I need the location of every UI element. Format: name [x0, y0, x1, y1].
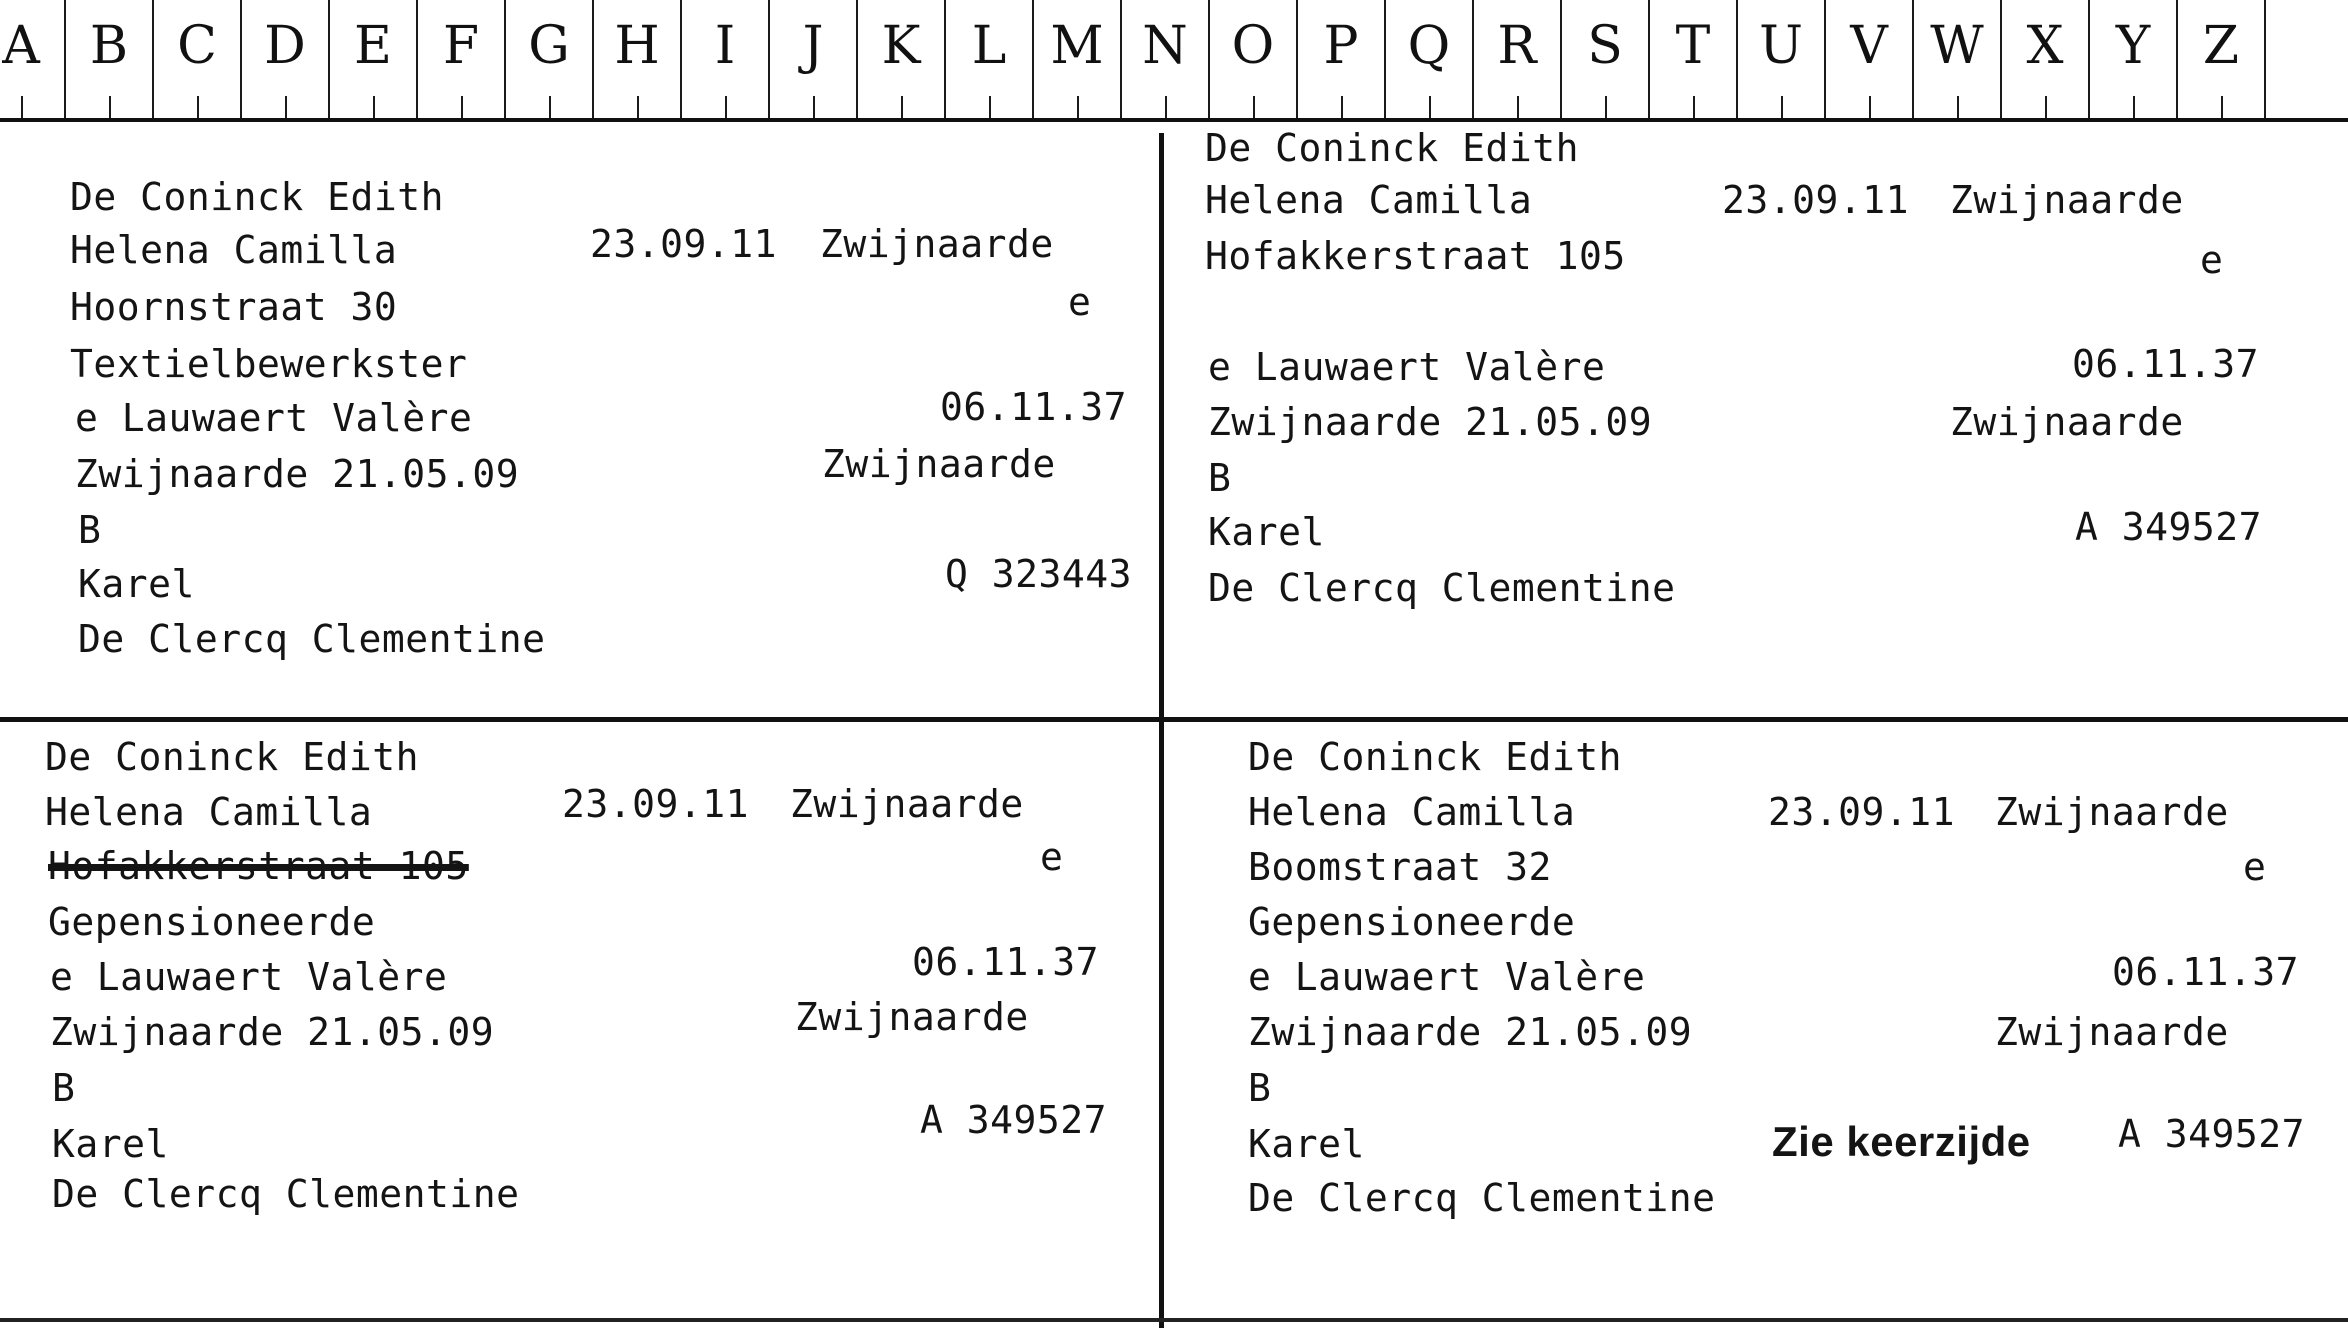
index-letter-u: U [1738, 0, 1826, 118]
card-address: Hoornstraat 30 [70, 285, 398, 329]
card-surname: De Coninck Edith [45, 735, 420, 779]
card-address-struck: Hofakkerstraat 105 [48, 844, 469, 888]
card-nationality: B [52, 1066, 76, 1110]
card-father: Karel [1208, 510, 1325, 554]
card-birth-date: 23.09.11 [1722, 178, 1910, 222]
card-marker: e [1040, 835, 1064, 879]
card-id-number: A 349527 [2075, 505, 2263, 549]
index-letter-f: F [418, 0, 506, 118]
card-spouse: e Lauwaert Valère [50, 955, 448, 999]
index-letter-e: E [330, 0, 418, 118]
card-surname: De Coninck Edith [1205, 126, 1580, 170]
card-spouse: e Lauwaert Valère [1208, 345, 1606, 389]
card-birth-date: 23.09.11 [590, 222, 778, 266]
card-occupation: Textielbewerkster [70, 342, 468, 386]
see-reverse-stamp: Zie keerzijde [1772, 1118, 2031, 1165]
card-id-number: A 349527 [2118, 1112, 2306, 1156]
card-mother: De Clercq Clementine [52, 1172, 520, 1216]
card-marriage-date: 06.11.37 [2072, 342, 2260, 386]
card-father: Karel [78, 562, 195, 606]
card-marriage-date: 06.11.37 [940, 385, 1128, 429]
card-birth-place: Zwijnaarde [820, 222, 1054, 266]
index-letter-d: D [242, 0, 330, 118]
card-given-names: Helena Camilla [1248, 790, 1576, 834]
card-mother: De Clercq Clementine [1248, 1176, 1716, 1220]
bottom-rule [0, 1318, 2348, 1322]
card-surname: De Coninck Edith [1248, 735, 1623, 779]
index-letter-p: P [1298, 0, 1386, 118]
card-surname: De Coninck Edith [70, 175, 445, 219]
index-letter-h: H [594, 0, 682, 118]
card-spouse-birth: Zwijnaarde 21.05.09 [75, 452, 520, 496]
index-letter-j: J [770, 0, 858, 118]
card-birth-date: 23.09.11 [1768, 790, 1956, 834]
card-spouse-birth: Zwijnaarde 21.05.09 [1208, 400, 1653, 444]
card-spouse-place: Zwijnaarde [1995, 1010, 2229, 1054]
index-letter-c: C [154, 0, 242, 118]
index-letter-m: M [1034, 0, 1122, 118]
index-letter-i: I [682, 0, 770, 118]
index-letter-w: W [1914, 0, 2002, 118]
index-letter-l: L [946, 0, 1034, 118]
card-given-names: Helena Camilla [1205, 178, 1533, 222]
card-spouse-birth: Zwijnaarde 21.05.09 [50, 1010, 495, 1054]
index-letter-n: N [1122, 0, 1210, 118]
card-address: Boomstraat 32 [1248, 845, 1552, 889]
card-spouse-place: Zwijnaarde [795, 995, 1029, 1039]
card-mother: De Clercq Clementine [1208, 566, 1676, 610]
card-spouse-place: Zwijnaarde [1950, 400, 2184, 444]
index-letter-a: A [0, 0, 66, 118]
index-letter-v: V [1826, 0, 1914, 118]
card-id-number: Q 323443 [945, 552, 1133, 596]
card-given-names: Helena Camilla [70, 228, 398, 272]
card-mother: De Clercq Clementine [78, 617, 546, 661]
index-letter-o: O [1210, 0, 1298, 118]
index-letter-s: S [1562, 0, 1650, 118]
card-father: Karel [1248, 1122, 1365, 1166]
card-spouse: e Lauwaert Valère [1248, 955, 1646, 999]
card-occupation: Gepensioneerde [48, 900, 376, 944]
card-birth-date: 23.09.11 [562, 782, 750, 826]
card-birth-place: Zwijnaarde [790, 782, 1024, 826]
card-marker: e [2200, 238, 2224, 282]
card-divider-horizontal [0, 717, 2348, 722]
card-father: Karel [52, 1122, 169, 1166]
card-spouse-birth: Zwijnaarde 21.05.09 [1248, 1010, 1693, 1054]
index-letter-y: Y [2090, 0, 2178, 118]
index-letter-g: G [506, 0, 594, 118]
card-given-names: Helena Camilla [45, 790, 373, 834]
alphabet-index-bar [0, 0, 2348, 122]
card-nationality: B [1208, 456, 1232, 500]
index-letter-t: T [1650, 0, 1738, 118]
card-spouse-place: Zwijnaarde [822, 442, 1056, 486]
card-birth-place: Zwijnaarde [1995, 790, 2229, 834]
index-letter-q: Q [1386, 0, 1474, 118]
index-letter-x: X [2002, 0, 2090, 118]
card-divider-vertical [1159, 133, 1164, 1328]
card-marriage-date: 06.11.37 [912, 940, 1100, 984]
card-spouse: e Lauwaert Valère [75, 396, 473, 440]
card-nationality: B [78, 508, 102, 552]
card-nationality: B [1248, 1066, 1272, 1110]
card-birth-place: Zwijnaarde [1950, 178, 2184, 222]
card-id-number: A 349527 [920, 1098, 1108, 1142]
card-occupation: Gepensioneerde [1248, 900, 1576, 944]
index-letter-z: Z [2178, 0, 2266, 118]
index-letter-k: K [858, 0, 946, 118]
card-marriage-date: 06.11.37 [2112, 950, 2300, 994]
card-address: Hofakkerstraat 105 [1205, 234, 1626, 278]
card-marker: e [2243, 845, 2267, 889]
index-letter-r: R [1474, 0, 1562, 118]
index-letter-b: B [66, 0, 154, 118]
card-marker: e [1068, 280, 1092, 324]
